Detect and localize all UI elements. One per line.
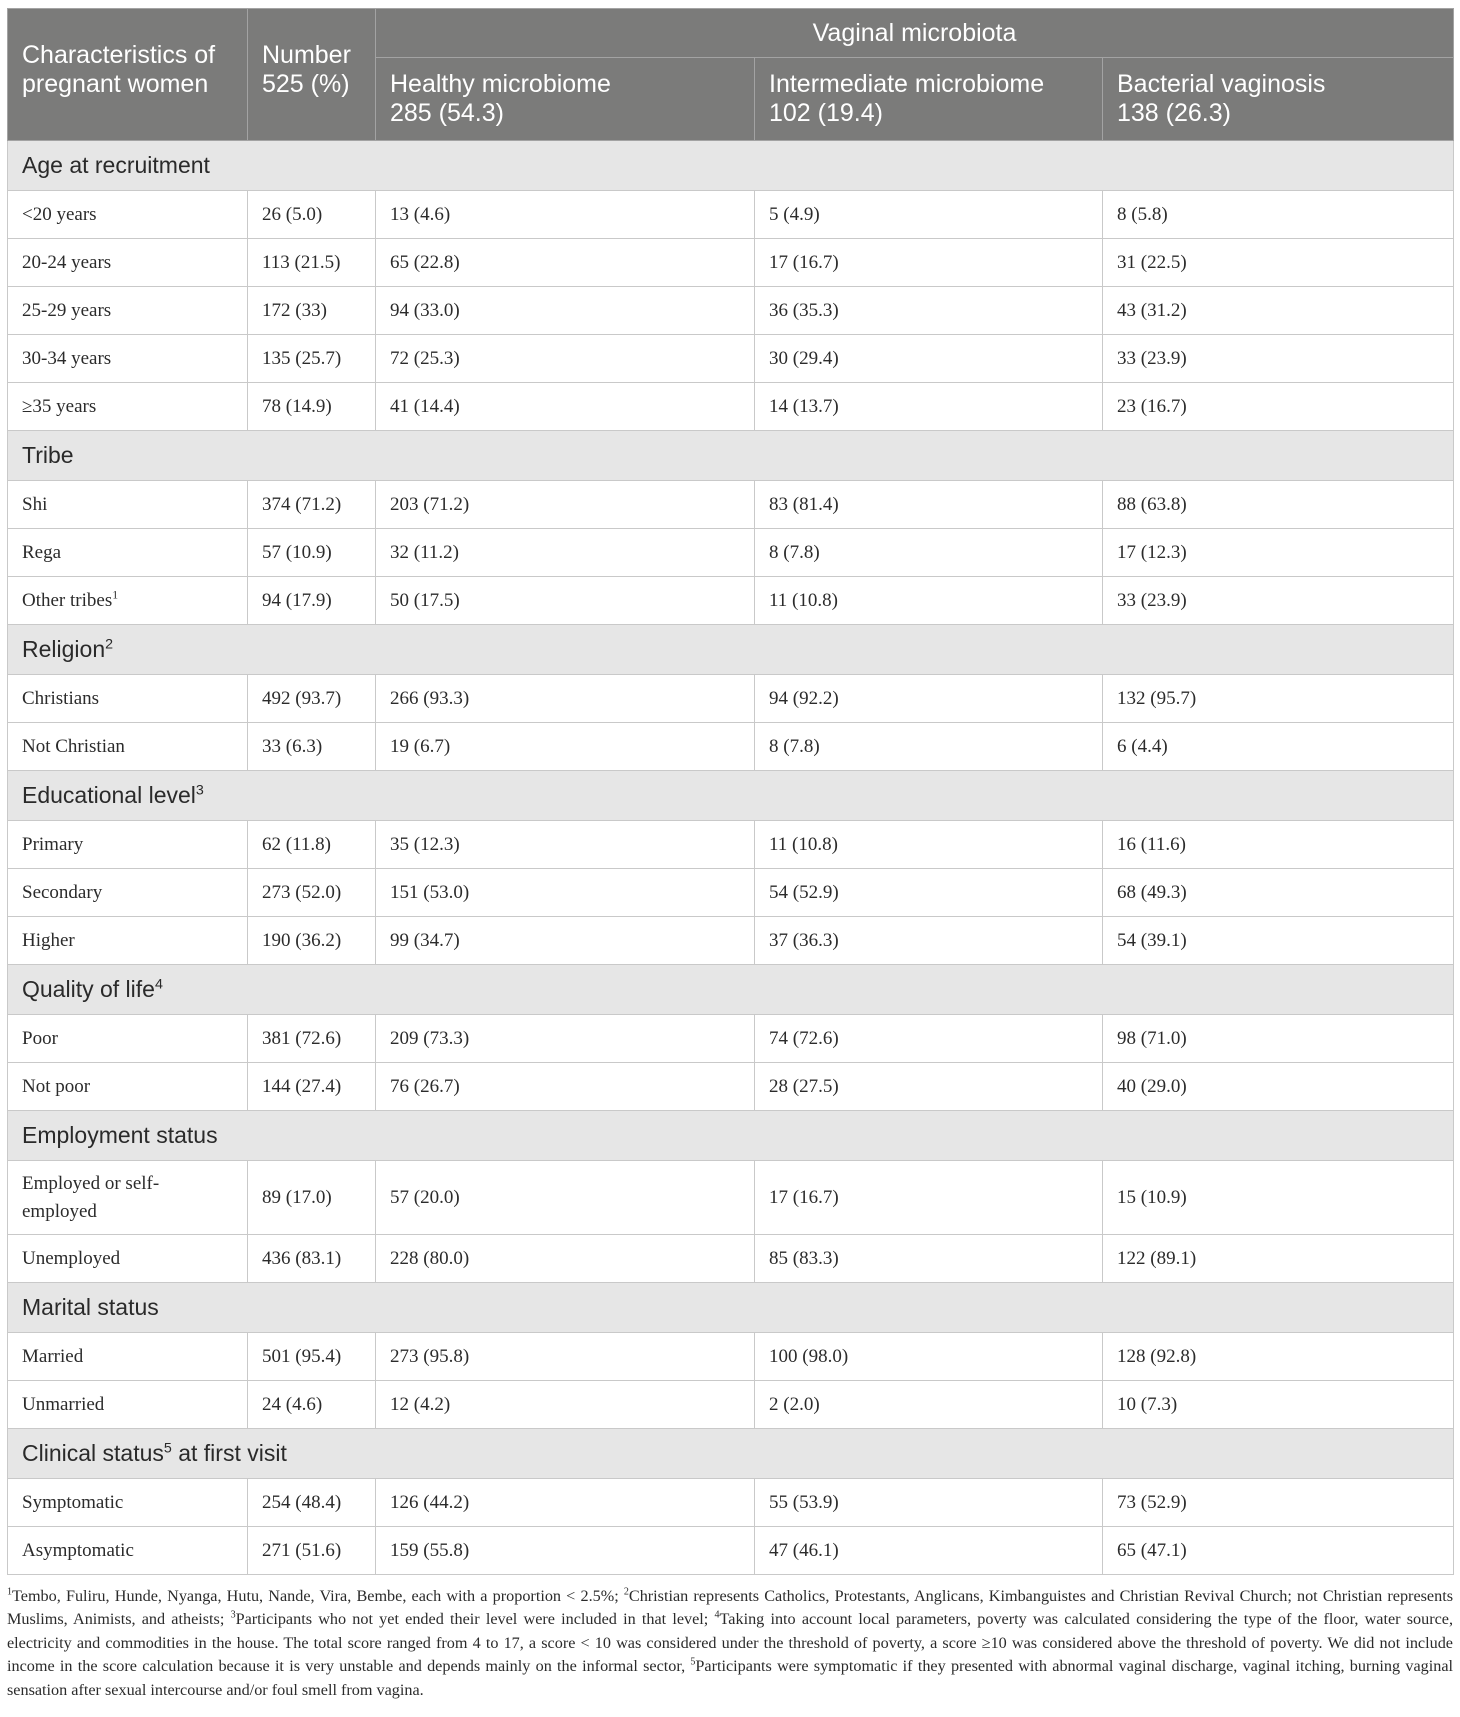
row-label [8,383,248,431]
footnote-text: Participants were symptomatic if they presented with abnormal vaginal discharge, vaginal itching, burning vaginal sensation after sexual intercourse and/or foul smell from vagina. [7,1657,1454,1699]
table-cell: 151 (53.0) [376,869,755,917]
table-cell: 11 (10.8) [755,577,1103,625]
header-healthy [376,58,755,141]
table-cell: 85 (83.3) [755,1235,1103,1283]
table-cell: 57 (10.9) [248,529,376,577]
footnote-text: Taking into account local parameters, poverty was calculated considering the type of the floor, water source, electricity and commodities in the house. The total score ranged from 4 to 17, a score < 10 was considered under the threshold of poverty, a score ≥10 was considered above the threshold of poverty. We did not include income in the score calculation because it is very unstable and depends mainly on the informal sector, [7,1610,1454,1676]
section-title-text: Age at recruitment [22,152,210,178]
section-title [8,1283,1454,1333]
section-title [8,1429,1454,1479]
table-row [8,723,1454,771]
table-body [8,141,1454,1575]
section-title-suffix: at first visit [171,1440,287,1466]
row-label-text: Primary [22,833,84,855]
table-cell: 122 (89.1) [1103,1235,1454,1283]
table-row [8,1333,1454,1381]
table-cell: 15 (10.9) [1103,1161,1454,1235]
row-label [8,675,248,723]
table-row [8,675,1454,723]
table-cell: 126 (44.2) [376,1479,755,1527]
row-label [8,1381,248,1429]
footnote-text: Christian represents Catholics, Protestants, Anglicans, Kimbanguistes and Christian Revival Church; not Christian represents Muslims, Animists, and atheists; [7,1587,1453,1629]
table-cell: 273 (52.0) [248,869,376,917]
table-cell: 11 (10.8) [755,821,1103,869]
footnote-marker: 2 [105,636,114,653]
row-label-text: Other tribes [22,589,113,611]
table-cell: 13 (4.6) [376,191,755,239]
table-row [8,1527,1454,1575]
table-cell: 74 (72.6) [755,1015,1103,1063]
table-cell: 228 (80.0) [376,1235,755,1283]
table-cell: 33 (23.9) [1103,335,1454,383]
row-label [8,1161,248,1235]
table-cell: 6 (4.4) [1103,723,1454,771]
row-label [8,335,248,383]
table-footnotes [7,1585,1453,1702]
footnote-marker: 2 [623,1586,629,1598]
row-label [8,287,248,335]
header-bv-name: Bacterial vaginosis [1117,70,1326,98]
table-cell: 8 (7.8) [755,723,1103,771]
row-label-text: <20 years [22,203,97,225]
table-row [8,239,1454,287]
table-cell: 381 (72.6) [248,1015,376,1063]
table-cell: 37 (36.3) [755,917,1103,965]
row-label-text: Rega [22,541,62,563]
table-cell: 17 (16.7) [755,239,1103,287]
section-row [8,625,1454,675]
table-cell: 172 (33) [248,287,376,335]
table-cell: 24 (4.6) [248,1381,376,1429]
characteristics-table [7,8,1454,1575]
table-cell: 144 (27.4) [248,1063,376,1111]
table-cell: 33 (6.3) [248,723,376,771]
table-cell: 190 (36.2) [248,917,376,965]
section-title [8,965,1454,1015]
table-row [8,821,1454,869]
table-cell: 31 (22.5) [1103,239,1454,287]
table-cell: 8 (5.8) [1103,191,1454,239]
table-row [8,383,1454,431]
table-row [8,577,1454,625]
footnote-marker: 1 [7,1586,13,1598]
row-label-text: 25-29 years [22,299,112,321]
row-label [8,239,248,287]
footnote-marker: 4 [154,976,163,993]
section-title-text: Clinical status [22,1440,164,1466]
footnote-text: Tembo, Fuliru, Hunde, Nyanga, Hutu, Nande, Vira, Bembe, each with a proportion < 2.5%; [12,1587,624,1605]
table-cell: 40 (29.0) [1103,1063,1454,1111]
row-label [8,869,248,917]
section-row [8,771,1454,821]
table-cell: 41 (14.4) [376,383,755,431]
section-title [8,771,1454,821]
table-cell: 209 (73.3) [376,1015,755,1063]
footnote-marker: 5 [690,1656,696,1668]
row-label-text: Christians [22,687,100,709]
table-cell: 17 (12.3) [1103,529,1454,577]
table-cell: 65 (47.1) [1103,1527,1454,1575]
table-cell: 100 (98.0) [755,1333,1103,1381]
table-row [8,191,1454,239]
section-title [8,1111,1454,1161]
table-row [8,869,1454,917]
table-cell: 55 (53.9) [755,1479,1103,1527]
table-row [8,1479,1454,1527]
header-number: Number 525 (%) [248,9,376,141]
table-row [8,481,1454,529]
row-label-text: Unmarried [22,1393,105,1415]
table-cell: 88 (63.8) [1103,481,1454,529]
section-title-text: Marital status [22,1294,159,1320]
table-container [7,8,1453,1702]
table-cell: 68 (49.3) [1103,869,1454,917]
table-cell: 36 (35.3) [755,287,1103,335]
table-cell: 2 (2.0) [755,1381,1103,1429]
table-cell: 94 (92.2) [755,675,1103,723]
section-title-text: Tribe [22,442,74,468]
table-cell: 32 (11.2) [376,529,755,577]
section-row [8,1283,1454,1333]
table-row [8,287,1454,335]
table-cell: 10 (7.3) [1103,1381,1454,1429]
table-cell: 436 (83.1) [248,1235,376,1283]
row-label [8,821,248,869]
row-label-text: ≥35 years [22,395,97,417]
row-label-text: 20-24 years [22,251,112,273]
table-row [8,335,1454,383]
section-row [8,431,1454,481]
footnote-marker: 5 [163,1440,172,1457]
table-cell: 128 (92.8) [1103,1333,1454,1381]
table-cell: 159 (55.8) [376,1527,755,1575]
table-cell: 492 (93.7) [248,675,376,723]
table-cell: 16 (11.6) [1103,821,1454,869]
table-cell: 62 (11.8) [248,821,376,869]
row-label-text: Shi [22,493,48,515]
row-label [8,1333,248,1381]
row-label-text: Married [22,1345,84,1367]
table-cell: 76 (26.7) [376,1063,755,1111]
row-label [8,1015,248,1063]
row-label-text: Employed or self-employed [22,1172,160,1222]
table-cell: 73 (52.9) [1103,1479,1454,1527]
table-cell: 47 (46.1) [755,1527,1103,1575]
section-title-text: Employment status [22,1122,218,1148]
table-row [8,529,1454,577]
header-intermediate [755,58,1103,141]
table-cell: 65 (22.8) [376,239,755,287]
table-cell: 8 (7.8) [755,529,1103,577]
header-characteristics: Characteristics of pregnant women [8,9,248,141]
table-cell: 57 (20.0) [376,1161,755,1235]
table-header [8,9,1454,141]
table-cell: 135 (25.7) [248,335,376,383]
header-bv-n: 138 (26.3) [1117,99,1231,127]
section-title-text: Quality of life [22,976,155,1002]
table-row [8,1235,1454,1283]
footnote-marker: 3 [195,782,204,799]
section-row [8,1429,1454,1479]
row-label [8,577,248,625]
row-label-text: Symptomatic [22,1491,124,1513]
table-cell: 89 (17.0) [248,1161,376,1235]
table-cell: 78 (14.9) [248,383,376,431]
table-cell: 271 (51.6) [248,1527,376,1575]
row-label [8,1527,248,1575]
table-cell: 14 (13.7) [755,383,1103,431]
row-label [8,191,248,239]
header-bv [1103,58,1454,141]
row-label [8,1235,248,1283]
table-cell: 132 (95.7) [1103,675,1454,723]
section-row [8,965,1454,1015]
footnote-marker: 1 [112,588,119,602]
table-cell: 54 (52.9) [755,869,1103,917]
table-cell: 50 (17.5) [376,577,755,625]
table-cell: 203 (71.2) [376,481,755,529]
row-label-text: Poor [22,1027,58,1049]
row-label-text: Asymptomatic [22,1539,134,1561]
table-cell: 12 (4.2) [376,1381,755,1429]
table-cell: 30 (29.4) [755,335,1103,383]
section-title [8,625,1454,675]
header-intermediate-n: 102 (19.4) [769,99,883,127]
row-label [8,1479,248,1527]
row-label-text: Not poor [22,1075,91,1097]
table-cell: 98 (71.0) [1103,1015,1454,1063]
table-cell: 35 (12.3) [376,821,755,869]
table-cell: 26 (5.0) [248,191,376,239]
table-cell: 266 (93.3) [376,675,755,723]
table-cell: 17 (16.7) [755,1161,1103,1235]
header-healthy-name: Healthy microbiome [390,70,611,98]
row-label [8,529,248,577]
table-row [8,1015,1454,1063]
table-cell: 54 (39.1) [1103,917,1454,965]
footnote-marker: 3 [230,1610,236,1622]
row-label [8,723,248,771]
footnote-marker: 4 [714,1610,720,1622]
table-cell: 99 (34.7) [376,917,755,965]
table-row [8,1381,1454,1429]
table-cell: 83 (81.4) [755,481,1103,529]
table-cell: 273 (95.8) [376,1333,755,1381]
table-cell: 43 (31.2) [1103,287,1454,335]
section-title-text: Educational level [22,782,196,808]
section-row [8,141,1454,191]
header-healthy-n: 285 (54.3) [390,99,504,127]
table-cell: 94 (17.9) [248,577,376,625]
table-cell: 33 (23.9) [1103,577,1454,625]
section-title [8,141,1454,191]
row-label [8,481,248,529]
section-title-text: Religion [22,636,106,662]
table-cell: 254 (48.4) [248,1479,376,1527]
table-cell: 19 (6.7) [376,723,755,771]
row-label-text: Higher [22,929,75,951]
row-label [8,917,248,965]
table-cell: 72 (25.3) [376,335,755,383]
table-row [8,1063,1454,1111]
table-cell: 501 (95.4) [248,1333,376,1381]
section-row [8,1111,1454,1161]
table-cell: 5 (4.9) [755,191,1103,239]
table-row [8,1161,1454,1235]
row-label-text: Secondary [22,881,103,903]
footnote-text: Participants who not yet ended their level were included in that level; [235,1610,715,1629]
row-label-text: Unemployed [22,1247,121,1269]
row-label-text: Not Christian [22,735,125,757]
table-cell: 23 (16.7) [1103,383,1454,431]
table-cell: 374 (71.2) [248,481,376,529]
table-cell: 113 (21.5) [248,239,376,287]
header-vaginal-microbiota: Vaginal microbiota [376,9,1454,58]
table-cell: 28 (27.5) [755,1063,1103,1111]
table-row [8,917,1454,965]
header-intermediate-name: Intermediate microbiome [769,70,1045,98]
row-label-text: 30-34 years [22,347,112,369]
row-label [8,1063,248,1111]
table-cell: 94 (33.0) [376,287,755,335]
section-title [8,431,1454,481]
